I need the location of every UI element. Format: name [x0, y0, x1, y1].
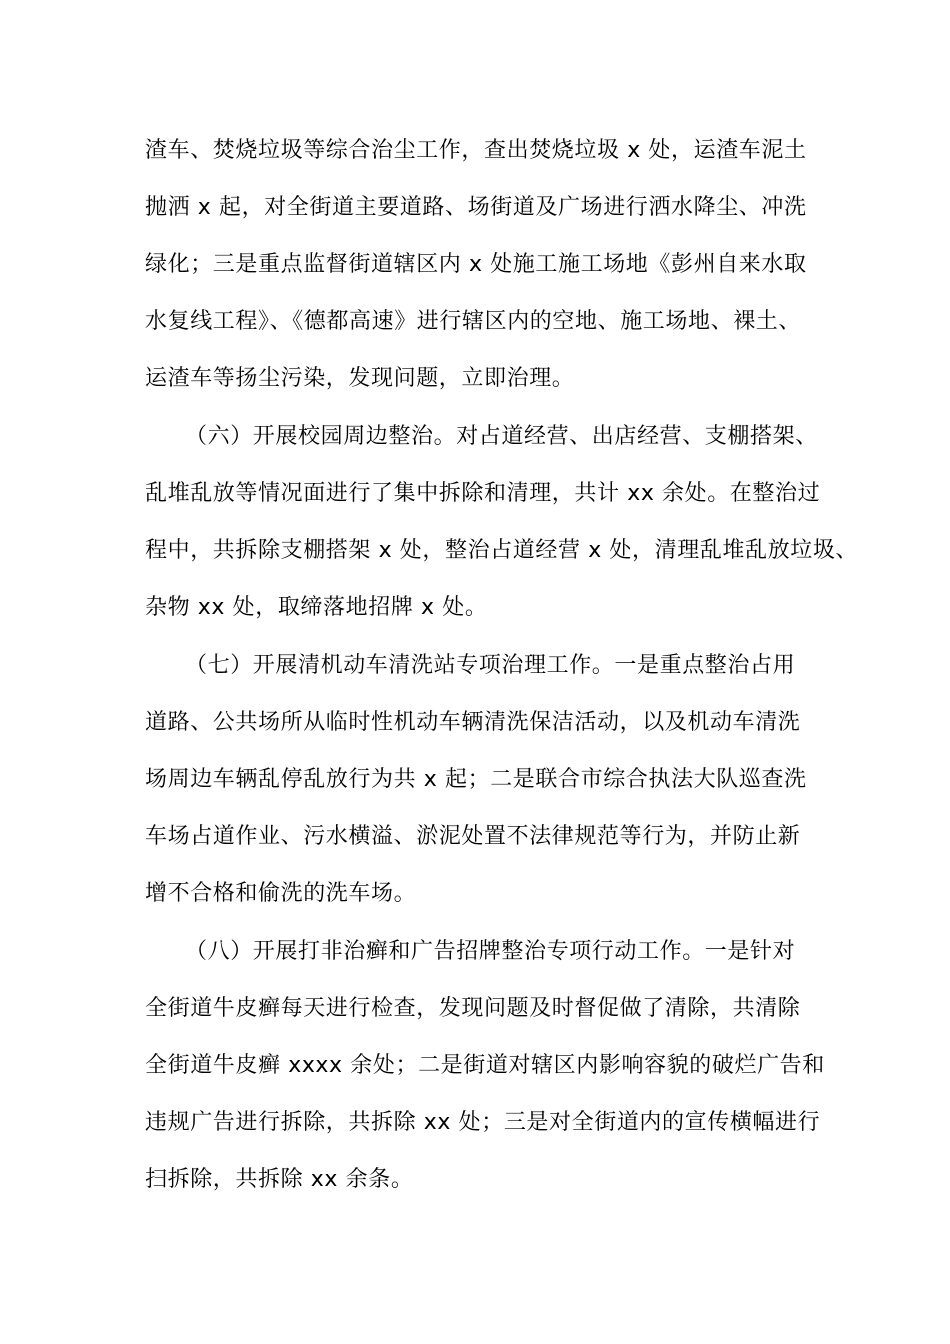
- text-line: 违规广告进行拆除，共拆除 xx 处；三是对全街道内的宣传横幅进行: [145, 1110, 821, 1135]
- text-line: 扫拆除，共拆除 xx 余条。: [145, 1167, 414, 1192]
- text-line: 运渣车等扬尘污染，发现问题，立即治理。: [145, 366, 575, 391]
- text-line: 全街道牛皮癣 xxxx 余处；二是街道对辖区内影响容貌的破烂广告和: [145, 1053, 825, 1078]
- text-line: 乱堆乱放等情况面进行了集中拆除和清理，共计 xx 余处。在整治过: [145, 481, 821, 506]
- text-line: 绿化；三是重点监督街道辖区内 x 处施工施工场地《彭州自来水取: [145, 252, 807, 277]
- text-line: 道路、公共场所从临时性机动车辆清洗保洁活动，以及机动车清洗: [145, 710, 801, 735]
- text-line: 程中，共拆除支棚搭架 x 处，整治占道经营 x 处，清理乱堆乱放垃圾、: [145, 538, 859, 563]
- text-line: 增不合格和偷洗的洗车场。: [145, 881, 417, 906]
- text-line: 全街道牛皮癣每天进行检查，发现问题及时督促做了清除，共清除: [145, 996, 801, 1021]
- text-line: 车场占道作业、污水横溢、淤泥处置不法律规范等行为，并防止新: [145, 824, 801, 849]
- text-line: 渣车、焚烧垃圾等综合治尘工作，查出焚烧垃圾 x 处，运渣车泥土: [145, 138, 807, 163]
- text-line: 抛洒 x 起，对全街道主要道路、场街道及广场进行洒水降尘、冲洗: [145, 195, 807, 220]
- text-line: 场周边车辆乱停乱放行为共 x 起；二是联合市综合执法大队巡查洗: [145, 767, 807, 792]
- paragraph-heading-line: （六）开展校园周边整治。对占道经营、出店经营、支棚搭架、: [185, 424, 818, 449]
- paragraph-heading-line: （七）开展清机动车清洗站专项治理工作。一是重点整治占用: [185, 653, 796, 678]
- paragraph-heading-line: （八）开展打非治癣和广告招牌整治专项行动工作。一是针对: [185, 939, 796, 964]
- text-line: 杂物 xx 处，取缔落地招牌 x 处。: [145, 595, 488, 620]
- text-line: 水复线工程》、《德都高速》进行辖区内的空地、施工场地、裸土、: [145, 309, 802, 334]
